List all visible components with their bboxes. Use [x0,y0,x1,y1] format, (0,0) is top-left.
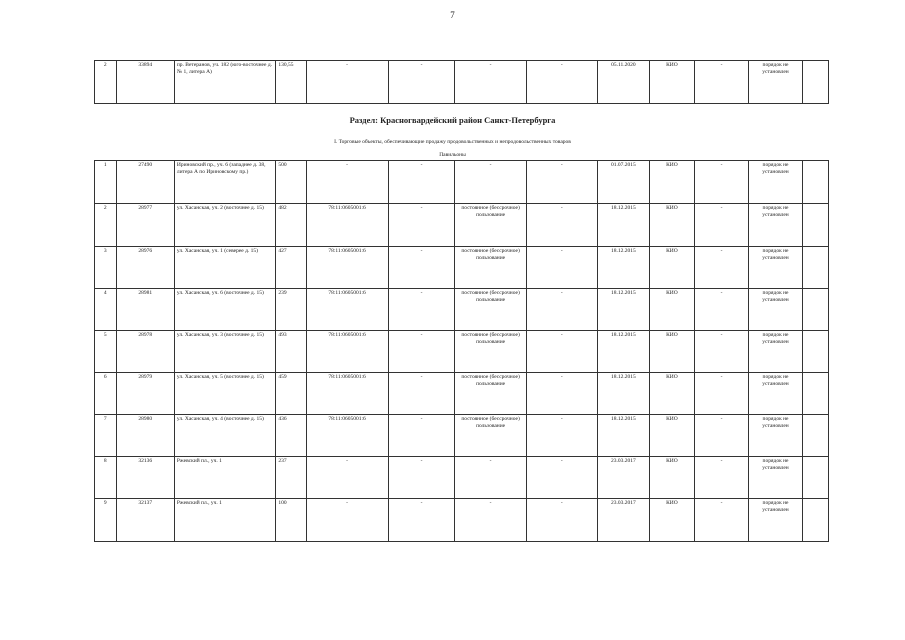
cell-org: КИО [649,331,694,373]
cell-id: 28976 [116,247,174,289]
table-row [95,457,829,499]
table-row [95,247,829,289]
cell-c8: - [526,289,597,331]
cell-status: порядок не установлен [749,457,803,499]
cell-c7: - [455,61,526,104]
cell-c11: - [695,373,749,415]
cell-org: КИО [649,161,694,204]
cell-c11: - [695,204,749,247]
subsection-heading: I. Торговые объекты, обеспечивающие продажу продовольственных и непродовольственных товаров [334,139,571,145]
cell-id: 28981 [116,289,174,331]
cell-c6: - [388,457,455,499]
cell-c7: - [455,457,526,499]
cell-c6: - [388,415,455,457]
cell-c6: - [388,61,455,104]
cell-org: КИО [649,61,694,104]
cell-id: 32137 [116,499,174,542]
page-number: 7 [450,10,455,20]
cell-status: порядок не установлен [749,499,803,542]
cell-c7: - [455,499,526,542]
cell-empty [803,457,829,499]
cell-n: 4 [95,289,117,331]
cell-c8: - [526,61,597,104]
cell-c8: - [526,161,597,204]
cell-date: 05.11.2020 [597,61,649,104]
group-heading: Павильоны [439,152,466,158]
top-table [94,60,829,104]
cell-c8: - [526,457,597,499]
section-title: Раздел: Красногвардейский район Санкт-Петербурга [349,115,556,125]
cell-c6: - [388,499,455,542]
cell-cad: - [306,161,388,204]
cell-area: 100 [276,499,306,542]
cell-date: 23.03.2017 [597,457,649,499]
cell-addr: Ириновский пр., уч. 6 (западнее д. 38, литера А по Ириновскому пр.) [174,161,275,204]
cell-date: 18.12.2015 [597,289,649,331]
cell-c11: - [695,161,749,204]
cell-status: порядок не установлен [749,204,803,247]
cell-c11: - [695,247,749,289]
cell-c11: - [695,289,749,331]
cell-n: 2 [95,204,117,247]
cell-date: 18.12.2015 [597,247,649,289]
cell-org: КИО [649,499,694,542]
cell-c8: - [526,499,597,542]
cell-id: 32136 [116,457,174,499]
cell-date: 23.03.2017 [597,499,649,542]
cell-area: 493 [276,331,306,373]
cell-addr: ул. Хасанская, уч. 5 (восточнее д. 15) [174,373,275,415]
cell-cad: - [306,499,388,542]
cell-status: порядок не установлен [749,61,803,104]
cell-cad: 78:11:0605001:6 [306,373,388,415]
cell-empty [803,61,829,104]
cell-c6: - [388,204,455,247]
cell-c8: - [526,415,597,457]
cell-id: 28980 [116,415,174,457]
cell-addr: Ржевский пл., уч. 1 [174,499,275,542]
cell-addr: ул. Хасанская, уч. 4 (восточнее д. 15) [174,415,275,457]
cell-c6: - [388,161,455,204]
cell-n: 9 [95,499,117,542]
cell-n: 8 [95,457,117,499]
cell-org: КИО [649,204,694,247]
cell-id: 28978 [116,331,174,373]
cell-c8: - [526,373,597,415]
cell-date: 18.12.2015 [597,415,649,457]
cell-cad: 78:11:0605001:6 [306,289,388,331]
cell-status: порядок не установлен [749,161,803,204]
table-row [95,373,829,415]
cell-date: 18.12.2015 [597,204,649,247]
cell-org: КИО [649,457,694,499]
cell-org: КИО [649,247,694,289]
cell-c7: - [455,161,526,204]
cell-n: 6 [95,373,117,415]
cell-id: 27490 [116,161,174,204]
cell-org: КИО [649,289,694,331]
cell-area: 436 [276,415,306,457]
cell-cad: 78:11:0605001:6 [306,204,388,247]
cell-c7: постоянное (бессрочное) пользование [455,373,526,415]
cell-empty [803,415,829,457]
cell-area: 459 [276,373,306,415]
cell-area: 482 [276,204,306,247]
cell-addr: ул. Хасанская, уч. 1 (северее д. 15) [174,247,275,289]
cell-cad: 78:11:0605001:6 [306,247,388,289]
cell-n: 1 [95,161,117,204]
cell-addr: Ржевский пл., уч. 1 [174,457,275,499]
table-row [95,499,829,542]
cell-empty [803,373,829,415]
cell-org: КИО [649,415,694,457]
cell-c7: постоянное (бессрочное) пользование [455,289,526,331]
cell-addr: пр. Ветеранов, уч. 182 (юго-восточнее д. № 1, литера А) [174,61,275,104]
cell-cad: 78:11:0605001:6 [306,415,388,457]
cell-id: 28977 [116,204,174,247]
cell-addr: ул. Хасанская, уч. 6 (восточнее д. 15) [174,289,275,331]
cell-area: 500 [276,161,306,204]
table-row [95,204,829,247]
cell-n: 7 [95,415,117,457]
cell-c11: - [695,499,749,542]
cell-c6: - [388,331,455,373]
cell-date: 18.12.2015 [597,373,649,415]
table-row [95,415,829,457]
cell-empty [803,331,829,373]
cell-empty [803,499,829,542]
cell-status: порядок не установлен [749,415,803,457]
cell-addr: ул. Хасанская, уч. 3 (восточнее д. 15) [174,331,275,373]
cell-org: КИО [649,373,694,415]
cell-c11: - [695,415,749,457]
table-row [95,289,829,331]
cell-c8: - [526,247,597,289]
cell-area: 237 [276,457,306,499]
cell-c7: постоянное (бессрочное) пользование [455,204,526,247]
cell-c7: постоянное (бессрочное) пользование [455,415,526,457]
cell-c11: - [695,457,749,499]
cell-c11: - [695,61,749,104]
cell-cad: 78:11:0605001:6 [306,331,388,373]
table-row [95,161,829,204]
cell-c8: - [526,331,597,373]
cell-date: 18.12.2015 [597,331,649,373]
cell-id: 28979 [116,373,174,415]
cell-cad: - [306,61,388,104]
cell-n: 5 [95,331,117,373]
cell-c11: - [695,331,749,373]
cell-addr: ул. Хасанская, уч. 2 (восточнее д. 15) [174,204,275,247]
cell-n: 2 [95,61,117,104]
cell-c7: постоянное (бессрочное) пользование [455,331,526,373]
cell-c6: - [388,373,455,415]
cell-empty [803,289,829,331]
cell-status: порядок не установлен [749,247,803,289]
cell-empty [803,247,829,289]
cell-date: 01.07.2015 [597,161,649,204]
cell-area: 130,55 [276,61,306,104]
cell-cad: - [306,457,388,499]
cell-n: 3 [95,247,117,289]
cell-c8: - [526,204,597,247]
cell-area: 427 [276,247,306,289]
cell-c6: - [388,247,455,289]
cell-empty [803,161,829,204]
cell-status: порядок не установлен [749,331,803,373]
cell-c6: - [388,289,455,331]
cell-status: порядок не установлен [749,373,803,415]
cell-status: порядок не установлен [749,289,803,331]
table-row [95,331,829,373]
main-table [94,160,829,542]
cell-id: 33894 [116,61,174,104]
cell-area: 239 [276,289,306,331]
cell-c7: постоянное (бессрочное) пользование [455,247,526,289]
table-row [95,61,829,104]
cell-empty [803,204,829,247]
